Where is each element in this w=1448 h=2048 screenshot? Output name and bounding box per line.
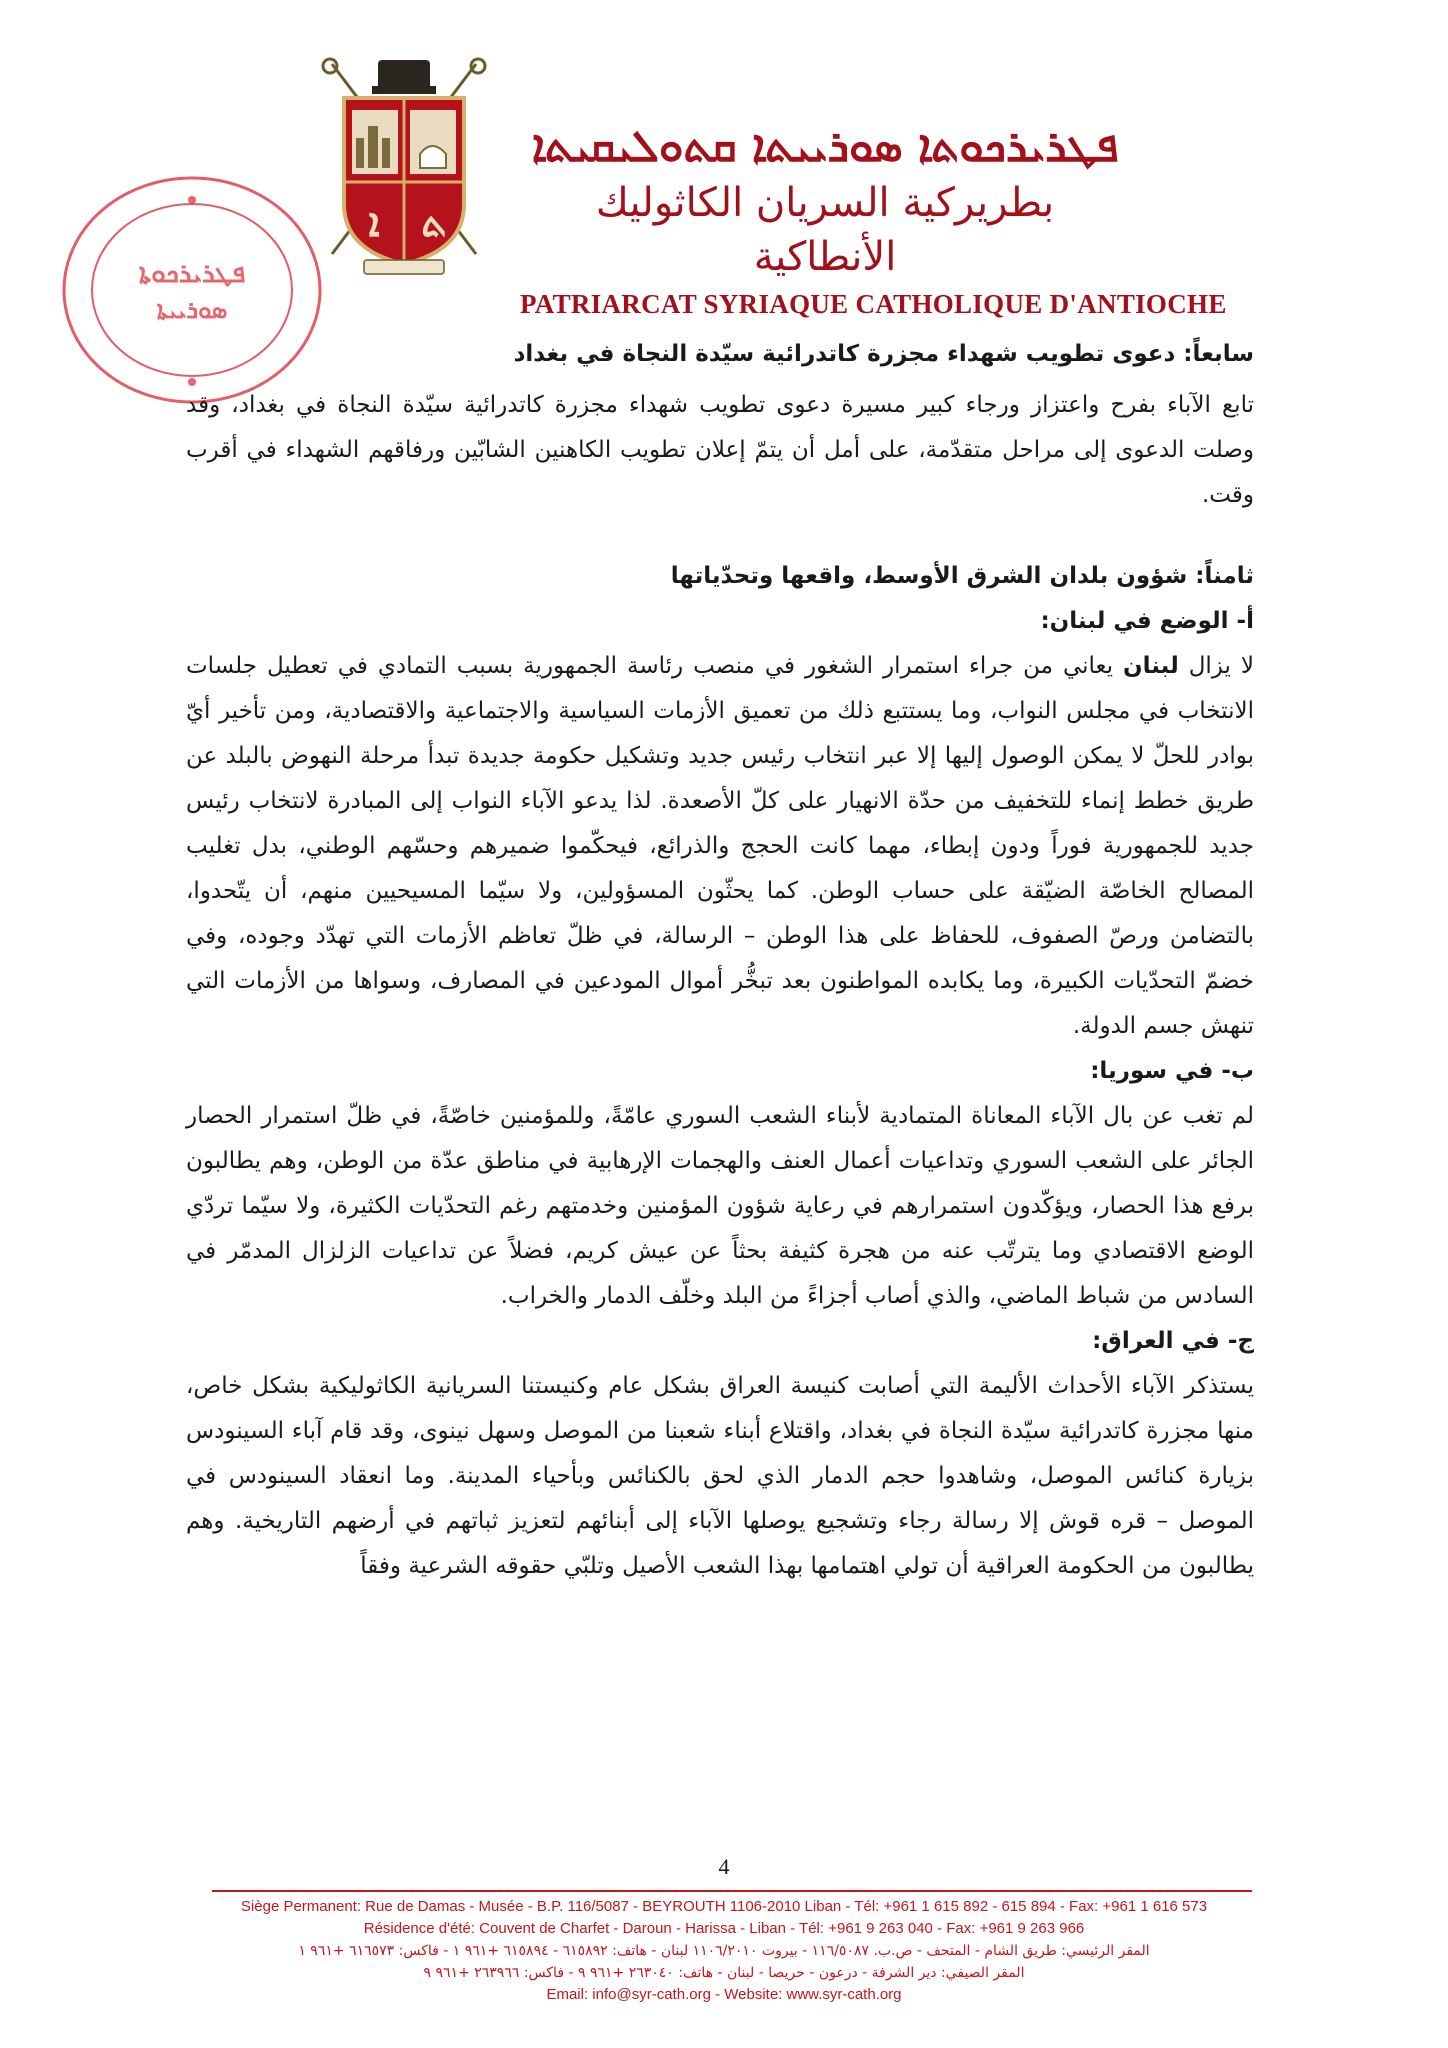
lebanon-heading: أ- الوضع في لبنان:: [1040, 608, 1254, 634]
iraq-heading: ج- في العراق:: [1092, 1328, 1254, 1354]
svg-text:ܣܘܪܝܝܬܐ: ܣܘܪܝܝܬܐ: [156, 296, 228, 324]
letterhead-title: [520, 118, 1227, 324]
latin-name: PATRIARCAT SYRIAQUE CATHOLIQUE D'ANTIOCHE: [520, 289, 1227, 319]
footer-arabic-summer-line: المقر الصيفي: دير الشرفة - درعون - حريصا - لبنان - هاتف: ٢٦٣٠٤٠ +٩٦١ ٩ - فاكس: ٢٦٣٩٦٦ +٩٦١ ٩: [423, 1965, 1025, 1981]
lebanon-paragraph: [186, 644, 1254, 1049]
syria-heading: ب- في سوريا:: [1090, 1058, 1254, 1084]
section-eight-heading: ثامناً: شؤون بلدان الشرق الأوسط، واقعها وتحدّياتها: [670, 563, 1254, 589]
section-seven-heading: سابعاً: دعوى تطويب شهداء مجزرة كاتدرائية سيّدة النجاة في بغداد: [513, 341, 1254, 367]
letter-body: [186, 332, 1254, 1589]
footer-contact-line: Email: info@syr-cath.org - Website: www.syr-cath.org: [546, 1986, 902, 2003]
svg-text:ܬ: ܬ: [421, 200, 447, 246]
page-number: 4: [718, 1854, 730, 1879]
letter-footer: [160, 1896, 1288, 2006]
arabic-name: بطريركية السريان الكاثوليك الأنطاكية: [595, 180, 1055, 280]
footer-summer-address-line: Résidence d'été: Couvent de Charfet - Daroun - Harissa - Liban - Tél: +961 9 263 040 - Fax: +961 9 263 966: [363, 1920, 1085, 1937]
lebanon-lead-prefix: لا يزال: [1188, 653, 1254, 679]
lebanon-paragraph-text: يعاني من جراء استمرار الشغور في منصب رئاسة الجمهورية بسبب التمادي في تعطيل جلسات الانتخاب في مجلس النواب، وما يستتبع ذلك من تعميق الأزمات السياسية والاجتماعية والاقتصادية، ومن تأخير أيّ بوادر للحلّ لا يمكن الوصول إليها إلا عبر انتخاب رئيس جديد وتشكيل حكومة جديدة تبدأ مرحلة النهوض بالبلد عن طريق خطط إنماء للتخفيف من حدّة الانهيار على كلّ الأصعدة. لذا يدعو الآباء النواب إلى المبادرة لانتخاب رئيس جديد للجمهورية فوراً ودون إبطاء، مهما كانت الحجج والذرائع، فيحكّموا ضميرهم وحسّهم الوطني، بدل تغليب المصالح الخاصّة الضيّقة على حساب الوطن. كما يحثّون المسؤولين، ولا سيّما المسيحيين منهم، أن يتّحدوا، بالتضامن ورصّ الصفوف، للحفاظ على هذا الوطن – الرسالة، في ظلّ تعاظم الأزمات التي تهدّد وجوده، وفي خضمّ التحدّيات الكبيرة، وما يكابده المواطنون بعد تبخُّر أموال المودعين في المصارف، وسواها من الأزمات التي تنهش جسم الدولة.: [186, 653, 1254, 1039]
syriac-name: ܦܛܪܝܪܟܘܬܐ ܣܘܪܝܝܬܐ ܩܬܘܠܝܩܝܬܐ: [531, 121, 1119, 172]
footer-divider: [212, 1890, 1252, 1892]
svg-text:ܦܛܪܝܪܟܘܬܐ: ܦܛܪܝܪܟܘܬܐ: [138, 259, 246, 289]
section-seven-paragraph: تابع الآباء بفرح واعتزاز ورجاء كبير مسيرة دعوى تطويب شهداء مجزرة كاتدرائية سيّدة النجاة في بغداد، وقد وصلت الدعوى إلى مراحل متقدّمة، على أمل أن يتمّ إعلان تطويب الكاهنين الشابّين ورفاقهم الشهداء في أقرب وقت.: [186, 392, 1254, 508]
footer-arabic-address-line: المقر الرئيسي: طريق الشام - المتحف - ص.ب. ١١٦/٥٠٨٧ - بيروت ١١٠٦/٢٠١٠ لبنان - هاتف: ٦١٥٨٩٢ - ٦١٥٨٩٤ +٩٦١ ١ - فاكس: ٦١٦٥٧٣ +٩٦١ ١: [298, 1943, 1150, 1959]
coat-of-arms-icon: [312, 54, 496, 280]
svg-text:ܐ: ܐ: [368, 200, 380, 246]
lebanon-lead-bold: لبنان: [1123, 653, 1179, 679]
syria-paragraph: لم تغب عن بال الآباء المعاناة المتمادية لأبناء الشعب السوري عامّةً، وللمؤمنين خاصّةً، في ظلّ استمرار الحصار الجائر على الشعب السوري وتداعيات أعمال العنف والهجمات الإرهابية في مناطق عدّة من الوطن، وهم يطالبون برفع هذا الحصار، ويؤكّدون استمرارهم في رعاية شؤون المؤمنين وخدمتهم رغم التحدّيات الكثيرة، ولا سيّما تردّي الوضع الاقتصادي وما يترتّب عنه من هجرة كثيفة بحثاً عن عيش كريم، فضلاً عن تداعيات الزلزال المدمّر في السادس من شباط الماضي، والذي أصاب أجزاءً من البلد وخلّف الدمار والخراب.: [186, 1103, 1254, 1309]
iraq-paragraph: يستذكر الآباء الأحداث الأليمة التي أصابت كنيسة العراق بشكل عام وكنيستنا السريانية الكاثوليكية بشكل خاص، منها مجزرة كاتدرائية سيّدة النجاة في بغداد، واقتلاع أبناء شعبنا من الموصل وسهل نينوى، وقد قام آباء السينودس بزيارة كنائس الموصل، وشاهدوا حجم الدمار الذي لحق بالكنائس وبأحياء المدينة. وما انعقاد السينودس في الموصل – قره قوش إلا رسالة رجاء وتشجيع يوصلها الآباء إلى أبنائهم لتعزيز ثباتهم في أرضهم التاريخية. وهم يطالبون من الحكومة العراقية أن تولي اهتمامها بهذا الشعب الأصيل وتلبّي حقوقه الشرعية وفقاً: [186, 1373, 1254, 1579]
footer-address-line: Siège Permanent: Rue de Damas - Musée - B.P. 116/5087 - BEYROUTH 1106-2010 Liban - Tél: +961 1 615 892 - 615 894 - Fax: +961 1 616 573: [240, 1898, 1208, 1915]
